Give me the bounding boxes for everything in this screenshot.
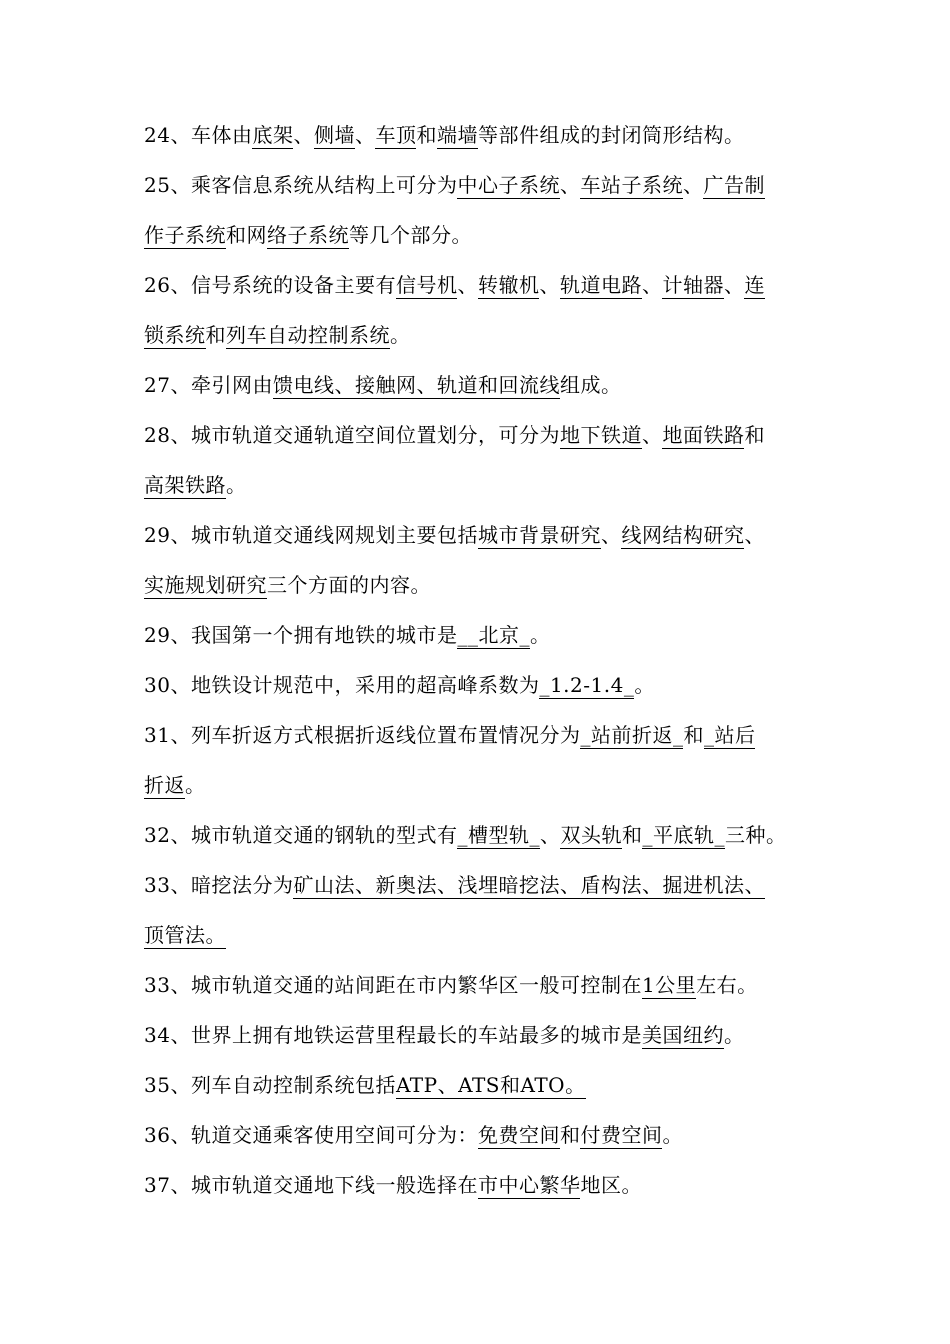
answer-blank: 免费空间 [477,1123,560,1147]
question-text: 。 [529,623,551,647]
question-text: 、 [723,273,745,297]
answer-blank: 中心子系统 [457,173,560,197]
answer-blank: _平底轨_ [642,823,725,847]
answer-blank: 底架 [252,123,294,147]
question-text: 29、我国第一个拥有地铁的城市是 [144,623,458,647]
text-line [144,610,810,660]
answer-blank: 列车自动控制系统 [226,323,390,347]
text-line [144,910,810,960]
question-text: 。 [390,323,411,347]
text-line [144,660,810,710]
question-text: 左右。 [696,973,758,997]
question-text: 地区。 [580,1173,642,1197]
text-line [144,160,810,210]
question-text: 、 [559,173,581,197]
question-text: 24、车体由 [144,123,253,147]
question-text: 和网 [226,223,267,247]
question-text: 。 [723,1023,745,1047]
answer-blank: 双头轨 [560,823,622,847]
question-text: 26、信号系统的设备主要有 [144,273,396,297]
text-line [144,360,810,410]
question-text: 。 [226,473,247,497]
text-line [144,310,810,360]
text-line [144,860,810,910]
text-line [144,110,810,160]
answer-blank: 转辙机 [477,273,540,297]
question-text: 33、城市轨道交通的站间距在市内繁华区一般可控制在 [144,973,642,997]
question-text: 三种。 [724,823,787,847]
answer-blank: 地下铁道 [559,423,642,447]
text-line [144,410,810,460]
question-text: 和 [416,123,437,147]
question-text: 35、列车自动控制系统包括 [144,1073,396,1097]
answer-blank: 端墙 [436,123,478,147]
question-text: 、 [744,523,765,547]
answer-blank: _1.2-1.4_ [539,673,635,697]
question-text: 和 [744,423,765,447]
question-text: 33、暗挖法分为 [144,873,294,897]
text-line [144,1010,810,1060]
answer-blank: 1公里 [641,973,697,997]
text-line [144,1110,810,1160]
question-text: 和 [683,723,704,747]
answer-blank: _槽型轨_ [457,823,540,847]
question-text: 、 [641,273,663,297]
answer-blank: 计轴器 [662,273,724,297]
question-text: 。 [662,1123,683,1147]
answer-blank: 轨道电路 [559,273,642,297]
question-text: 、 [354,123,376,147]
text-line [144,560,810,610]
question-text: 和 [205,323,226,347]
question-text: 、 [457,273,478,297]
question-text: 、 [539,823,561,847]
question-text: 。 [634,673,655,697]
answer-blank: 锁系统 [144,323,206,347]
question-text: 34、世界上拥有地铁运营里程最长的车站最多的城市是 [144,1023,642,1047]
answer-blank: 侧墙 [313,123,355,147]
question-text: 等部件组成的封闭筒形结构。 [477,123,745,147]
answer-blank: 络子系统 [267,223,349,247]
text-line [144,210,810,260]
answer-blank: 广告制 [703,173,765,197]
answer-blank: 车站子系统 [580,173,683,197]
answer-blank: 美国纽约 [641,1023,724,1047]
answer-blank: 高架铁路 [144,473,226,497]
question-text: 和 [621,823,643,847]
answer-blank: 信号机 [395,273,458,297]
answer-blank: 作子系统 [144,223,226,247]
question-text: 30、地铁设计规范中，采用的超高峰系数为 [144,673,540,697]
answer-blank: 线网结构研究 [621,523,745,547]
text-line [144,710,810,760]
question-text: 、 [600,523,622,547]
answer-blank: 付费空间 [580,1123,663,1147]
text-line [144,510,810,560]
answer-blank: 连 [744,273,765,297]
answer-blank: 顶管法。 [144,923,226,947]
answer-blank: 城市背景研究 [477,523,601,547]
question-text: 、 [682,173,704,197]
question-text: 28、城市轨道交通轨道空间位置划分，可分为 [144,423,560,447]
text-line [144,1160,810,1210]
question-text: 37、城市轨道交通地下线一般选择在 [144,1173,478,1197]
answer-blank: 市中心繁华 [477,1173,581,1197]
question-text: 32、城市轨道交通的钢轨的型式有 [144,823,458,847]
question-text: 、 [539,273,560,297]
answer-blank: _站前折返_ [580,723,684,747]
text-line [144,460,810,510]
answer-blank: __北京_ [457,623,530,647]
answer-blank: ATP、ATS和ATO。 [395,1073,586,1097]
question-text: 36、轨道交通乘客使用空间可分为： [144,1123,478,1147]
text-line [144,1060,810,1110]
answer-blank: 车顶 [375,123,417,147]
answer-blank: 折返 [144,773,185,797]
text-line [144,260,810,310]
answer-blank: 地面铁路 [662,423,745,447]
question-text: 三个方面的内容。 [267,573,431,597]
document-body [144,110,810,1210]
question-text: 、 [641,423,663,447]
question-text: 。 [185,773,206,797]
answer-blank: 矿山法、新奥法、浅埋暗挖法、盾构法、掘进机法、 [293,873,765,897]
text-line [144,810,810,860]
question-text: 27、牵引网由 [144,373,273,397]
question-text: 等几个部分。 [349,223,472,247]
question-text: 组成。 [559,373,622,397]
answer-blank: 馈电线、接触网、轨道和回流线 [272,373,560,397]
question-text: 25、乘客信息系统从结构上可分为 [144,173,458,197]
question-text: 、 [293,123,314,147]
question-text: 和 [559,1123,581,1147]
text-line [144,960,810,1010]
answer-blank: _站后 [703,723,756,747]
question-text: 31、列车折返方式根据折返线位置布置情况分为 [144,723,581,747]
text-line [144,760,810,810]
question-text: 29、城市轨道交通线网规划主要包括 [144,523,478,547]
answer-blank: 实施规划研究 [144,573,267,597]
